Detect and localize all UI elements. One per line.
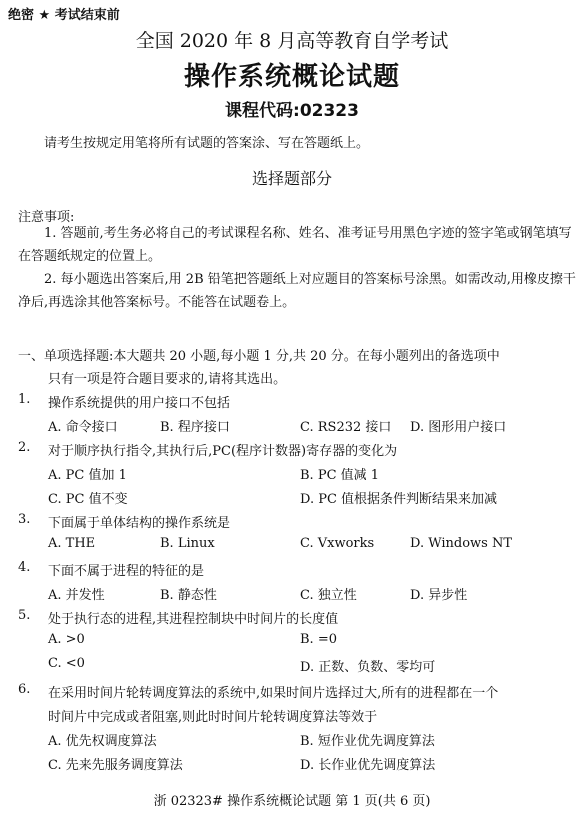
question-number: 5.: [18, 608, 31, 623]
confidential-mark: 绝密 ★ 考试结束前: [8, 8, 120, 23]
option-d: D. 图形用户接口: [410, 420, 507, 435]
notice-item: 1. 答题前,考生务必将自己的考试课程名称、姓名、准考证号用黑色字迹的签字笔或钢笔填写在答题纸规定的位置上。: [18, 226, 572, 264]
option-a: A. 命令接口: [48, 420, 118, 435]
page-footer: 浙 02323# 操作系统概论试题 第 1 页(共 6 页): [153, 794, 431, 809]
option-a: A. 优先权调度算法: [48, 734, 157, 749]
question-stem: 对于顺序执行指令,其执行后,PC(程序计数器)寄存器的变化为: [48, 444, 398, 459]
notice-item: 2. 每小题选出答案后,用 2B 铅笔把答题纸上对应题目的答案标号涂黑。如需改动,用橡皮擦干净后,再选涂其他答案标号。不能答在试题卷上。: [18, 272, 576, 310]
question-stem-continued: 时间片中完成或者阻塞,则此时时间片轮转调度算法等效于: [48, 710, 378, 725]
question-number: 4.: [18, 560, 31, 575]
question-stem: 处于执行态的进程,其进程控制块中时间片的长度值: [48, 612, 339, 627]
option-c: C. Vxworks: [300, 536, 375, 551]
part-instruction: 一、单项选择题:本大题共 20 小题,每小题 1 分,共 20 分。在每小题列出的备选项中: [18, 349, 500, 364]
answer-instruction: 请考生按规定用笔将所有试题的答案涂、写在答题纸上。: [44, 136, 370, 151]
question-number: 3.: [18, 512, 31, 527]
option-c: C. PC 值不变: [48, 492, 128, 507]
option-b: B. Linux: [160, 536, 215, 551]
option-c: C. RS232 接口: [300, 420, 392, 435]
option-c: C. 独立性: [300, 588, 357, 603]
question-stem: 在采用时间片轮转调度算法的系统中,如果时间片选择过大,所有的进程都在一个: [48, 686, 499, 701]
option-d: D. 长作业优先调度算法: [300, 758, 436, 773]
section-title: 选择题部分: [251, 169, 332, 188]
paper-title: 操作系统概论试题: [183, 62, 400, 92]
option-c: C. 先来先服务调度算法: [48, 758, 183, 773]
question-number: 6.: [18, 682, 31, 697]
option-d: D. 正数、负数、零均可: [300, 660, 436, 675]
option-d: D. PC 值根据条件判断结果来加减: [300, 492, 498, 507]
question-number: 2.: [18, 440, 31, 455]
option-c: C. <0: [48, 656, 85, 671]
option-b: B. =0: [300, 632, 337, 647]
option-a: A. >0: [48, 632, 85, 647]
exam-title: 全国 2020 年 8 月高等教育自学考试: [135, 30, 449, 52]
question-stem: 下面不属于进程的特征的是: [48, 564, 205, 579]
notice-heading: 注意事项:: [18, 210, 75, 225]
option-b: B. 短作业优先调度算法: [300, 734, 435, 749]
option-a: A. PC 值加 1: [48, 468, 127, 483]
option-a: A. 并发性: [48, 588, 105, 603]
option-d: D. Windows NT: [410, 536, 513, 551]
question-stem: 下面属于单体结构的操作系统是: [48, 516, 231, 531]
question-number: 1.: [18, 392, 31, 407]
part-instruction-continued: 只有一项是符合题目要求的,请将其选出。: [48, 372, 287, 387]
option-b: B. PC 值减 1: [300, 468, 380, 483]
question-stem: 操作系统提供的用户接口不包括: [48, 396, 231, 411]
option-b: B. 程序接口: [160, 420, 230, 435]
option-b: B. 静态性: [160, 588, 217, 603]
option-d: D. 异步性: [410, 588, 468, 603]
option-a: A. THE: [48, 536, 96, 551]
course-code: 课程代码:02323: [225, 101, 359, 121]
